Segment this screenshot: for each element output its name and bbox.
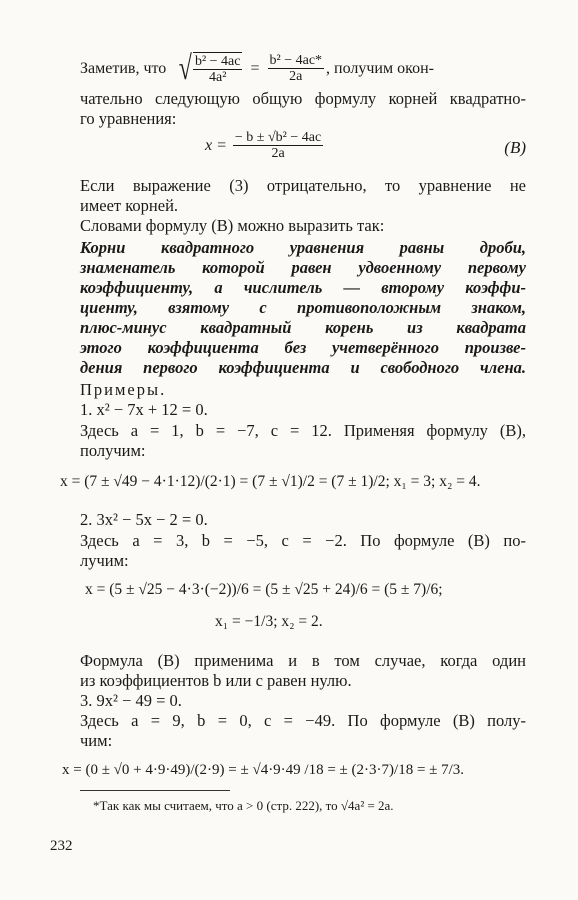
ex1-solution: x = (7 ± √49 − 4·1·12)/(2·1) = (7 ± √1)/2 = (7 ± 1)/2; x₁ = 3; x₂ = 4. [60, 473, 481, 490]
ex2-equation: 2. 3x² − 5x − 2 = 0. [80, 510, 208, 529]
para3-line2: из коэффициентов b или c равен нулю. [80, 671, 352, 690]
intro-prefix: Заметив, что [80, 59, 167, 77]
footnote: *Так как мы считаем, что a > 0 (стр. 222), то √4a² = 2a. [93, 798, 394, 813]
ex3-solution: x = (0 ± √0 + 4·9·49)/(2·9) = ± √4·9·49 /18 = ± (2·3·7)/18 = ± 7/3. [62, 762, 465, 778]
ex1-equation: 1. x² − 7x + 12 = 0. [80, 400, 208, 419]
intro-line: Заметив, что √ $\frac{\text{b² − 4ac}}{\text{4a²}}$ = $\frac{\text{b² − 4ac*}}{2a}$ , получим окон- [80, 49, 434, 87]
para2: Словами формулу (B) можно выразить так: [80, 216, 385, 235]
ex2-line2: лучим: [80, 551, 129, 570]
formula-b: x = $\frac{\text{− b ± √b² − 4ac}}{2a}$ [205, 130, 322, 161]
examples-heading: Примеры. [80, 380, 167, 399]
rule-line-5: плюс-минус квадратный корень из квадрата [80, 318, 526, 337]
formula-b-tag: (B) [504, 138, 526, 157]
ex3-line1: Здесь a = 9, b = 0, c = −49. По формуле (B) полу- [80, 711, 526, 730]
ex1-line2: получим: [80, 441, 146, 460]
sqrt-icon: √ [179, 49, 193, 87]
rule-line-7: дения первого коэффициента и свободного члена. [80, 358, 526, 377]
rule-line-3: коэффициенту, а числитель — второму коэффи- [80, 278, 526, 297]
intro-line-2: чательно следующую общую формулу корней квадратно- [80, 89, 526, 108]
ex2-line1: Здесь a = 3, b = −5, c = −2. По формуле (B) по- [80, 531, 526, 550]
intro-line-3: го уравнения: [80, 109, 177, 128]
ex3-line2: чим: [80, 731, 113, 750]
formula-b-fraction: $\frac{\text{− b ± √b² − 4ac}}{2a}$ [234, 130, 322, 161]
rule-line-1: Корни квадратного уравнения равны дроби, [80, 238, 526, 257]
intro-suffix: , получим окон- [326, 59, 434, 77]
intro-fraction-2: $\frac{\text{b² − 4ac*}}{2a}$ [269, 53, 323, 84]
ex3-equation: 3. 9x² − 49 = 0. [80, 691, 182, 710]
intro-fraction-1: $\frac{\text{b² − 4ac}}{\text{4a²}}$ [194, 54, 241, 85]
ex2-roots: x₁ = −1/3; x₂ = 2. [215, 613, 323, 630]
rule-line-2: знаменатель которой равен удвоенному первому [80, 258, 526, 277]
ex1-line1: Здесь a = 1, b = −7, c = 12. Применяя формулу (B), [80, 421, 526, 440]
footnote-divider [80, 790, 230, 791]
para3-line1: Формула (B) применима и в том случае, когда один [80, 651, 526, 670]
para1-line1: Если выражение (3) отрицательно, то уравнение не [80, 176, 526, 195]
ex2-solution: x = (5 ± √25 − 4·3·(−2))/6 = (5 ± √25 + 24)/6 = (5 ± 7)/6; [85, 581, 443, 598]
para1-line2: имеет корней. [80, 196, 179, 215]
page-number: 232 [50, 838, 73, 854]
rule-line-6: этого коэффициента без учетверённого произве- [80, 338, 526, 357]
rule-line-4: циенту, взятому с противоположным знаком, [80, 298, 526, 317]
